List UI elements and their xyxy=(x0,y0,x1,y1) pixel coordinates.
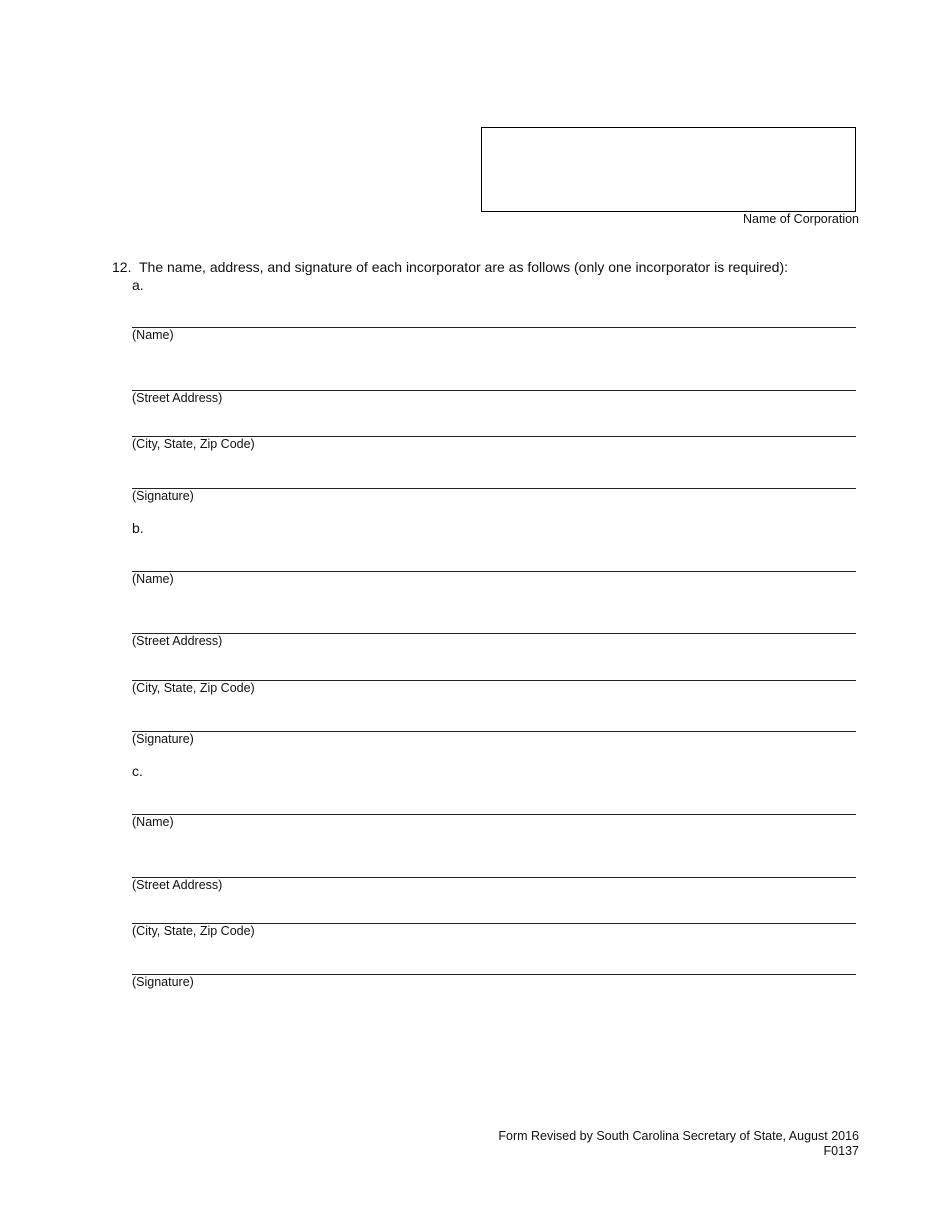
incorporator-c-letter: c. xyxy=(132,763,143,779)
form-id: F0137 xyxy=(823,1144,859,1158)
incorporator-a-signature-line[interactable] xyxy=(132,488,856,489)
incorporator-a-street-caption: (Street Address) xyxy=(132,391,223,405)
incorporator-c-signature-line[interactable] xyxy=(132,974,856,975)
form-footer xyxy=(400,1129,859,1159)
incorporator-c-name-caption: (Name) xyxy=(132,815,174,829)
corporation-name-field[interactable] xyxy=(481,127,856,212)
incorporator-b-signature-caption: (Signature) xyxy=(132,732,194,746)
incorporator-b-street-line[interactable] xyxy=(132,633,856,634)
item-number: 12. xyxy=(112,259,132,275)
incorporator-b-name-caption: (Name) xyxy=(132,572,174,586)
incorporator-a-city-caption: (City, State, Zip Code) xyxy=(132,437,255,451)
incorporator-a-signature-caption: (Signature) xyxy=(132,489,194,503)
incorporator-b-signature-line[interactable] xyxy=(132,731,856,732)
incorporator-b-name-line[interactable] xyxy=(132,571,856,572)
incorporator-c-city-caption: (City, State, Zip Code) xyxy=(132,924,255,938)
item-text: The name, address, and signature of each incorporator are as follows (only one incorporator is required): xyxy=(139,259,789,275)
form-revised-note: Form Revised by South Carolina Secretary of State, August 2016 xyxy=(498,1129,859,1143)
item-12-heading xyxy=(112,259,788,275)
incorporator-a-letter: a. xyxy=(132,277,144,293)
corporation-name-label: Name of Corporation xyxy=(742,212,859,226)
incorporator-a-name-caption: (Name) xyxy=(132,328,174,342)
incorporator-b-street-caption: (Street Address) xyxy=(132,634,223,648)
incorporator-c-signature-caption: (Signature) xyxy=(132,975,194,989)
incorporator-b-city-caption: (City, State, Zip Code) xyxy=(132,681,255,695)
incorporator-a-street-line[interactable] xyxy=(132,390,856,391)
incorporator-c-name-line[interactable] xyxy=(132,814,856,815)
incorporator-c-street-line[interactable] xyxy=(132,877,856,878)
incorporator-c-street-caption: (Street Address) xyxy=(132,878,223,892)
incorporator-b-letter: b. xyxy=(132,520,144,536)
incorporator-a-name-line[interactable] xyxy=(132,327,856,328)
